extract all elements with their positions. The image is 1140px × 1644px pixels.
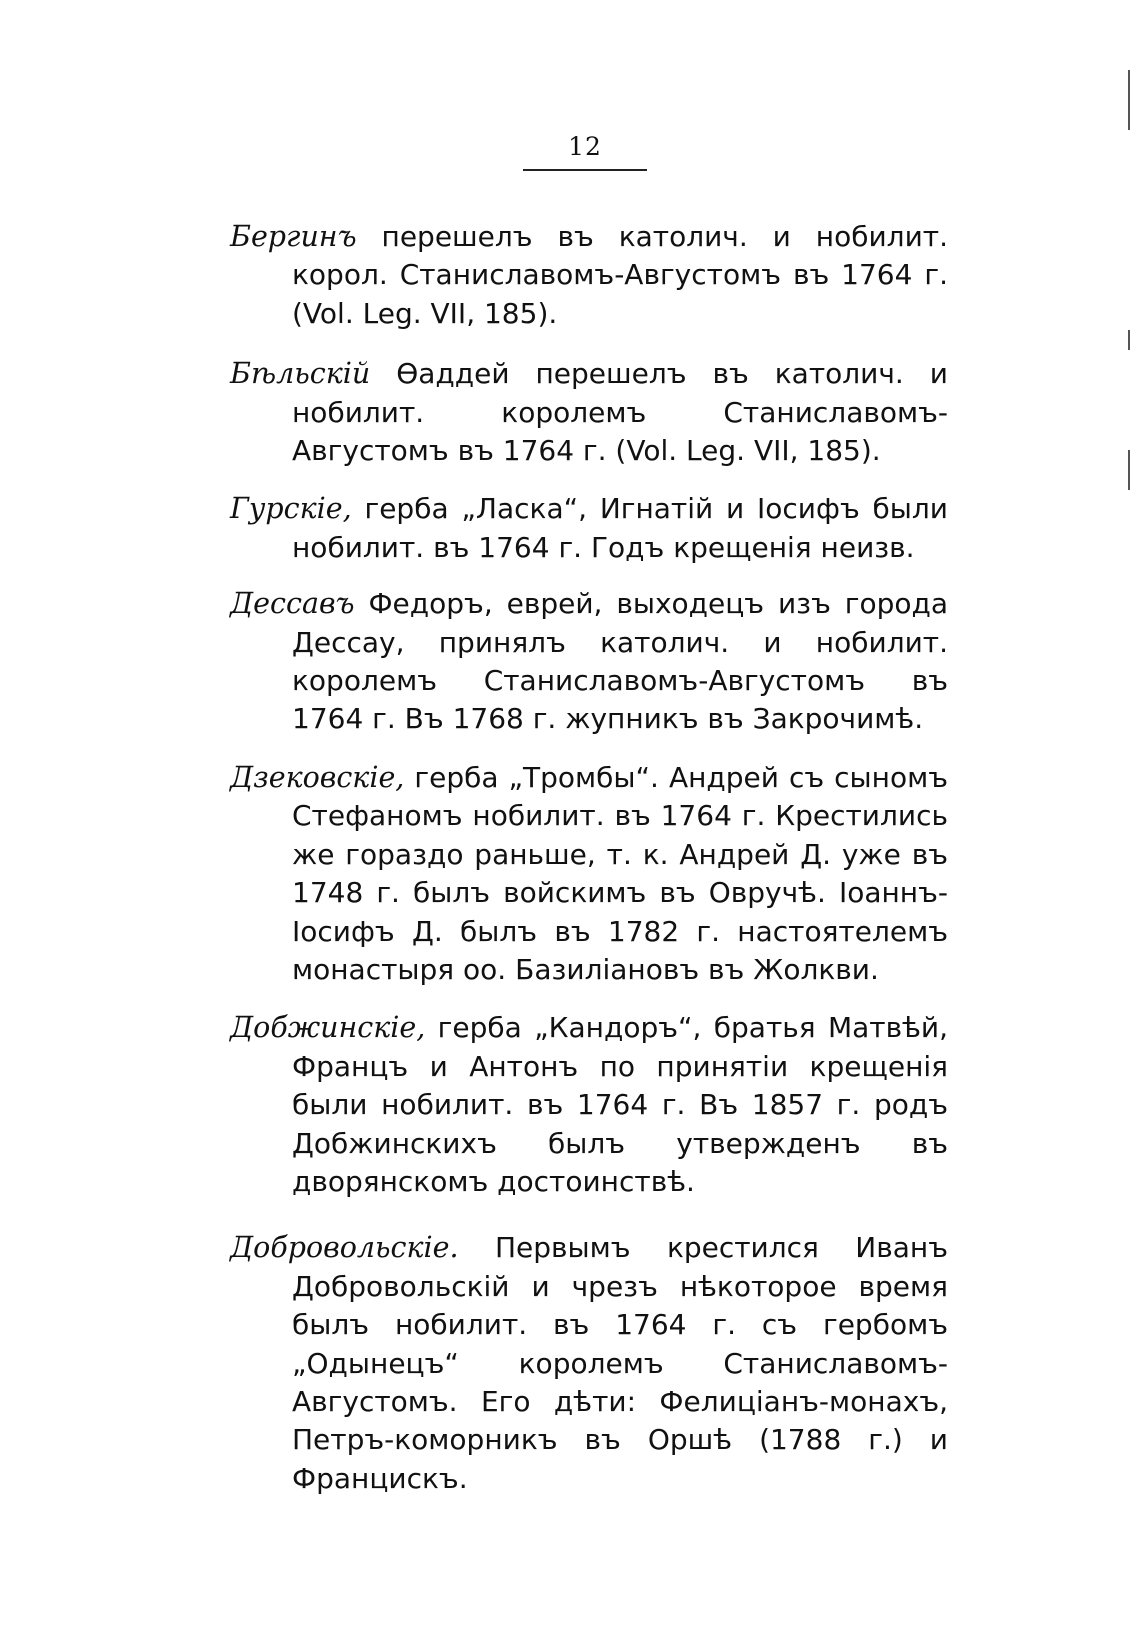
entry-name: Добжинскіе, xyxy=(230,1011,426,1045)
entry xyxy=(230,585,948,739)
entry-text: герба „Ласка“, Игнатій и Іосифъ были нобилит. въ 1764 г. Годъ крещенія неизв. xyxy=(292,492,948,564)
entry-name: Дзековскіе, xyxy=(230,760,405,794)
entry xyxy=(230,490,948,567)
entry xyxy=(230,355,948,470)
page-number-rule xyxy=(523,169,647,171)
entry-list xyxy=(230,218,948,1516)
entry-text: герба „Тромбы“. Андрей съ сыномъ Стефаномъ нобилит. въ 1764 г. Крестились же гораздо раньше, т. к. Андрей Д. уже въ 1748 г. былъ войскимъ въ Овручѣ. Іоаннъ-Іосифъ Д. былъ въ 1782 г. настоятелемъ монастыря оо. Базиліановъ въ Жолкви. xyxy=(292,760,949,986)
entry-text: Первымъ крестился Иванъ Добровольскій и чрезъ нѣкоторое время былъ нобилит. въ 1764 г. съ гербомъ „Одынецъ“ королемъ Станиславомъ-Августомъ. Его дѣти: Фелиціанъ-монахъ, Петръ-коморникъ въ Оршѣ (1788 г.) и Францискъ. xyxy=(292,1231,948,1495)
scan-edge-mark xyxy=(1128,330,1130,350)
entry xyxy=(230,759,948,989)
entry-text: Ѳаддей перешелъ въ католич. и нобилит. королемъ Станиславомъ-Августомъ въ 1764 г. (Vol. Leg. VII, 185). xyxy=(292,357,948,468)
scan-edge-mark xyxy=(1128,70,1130,130)
entry-name: Бѣльскій xyxy=(230,357,371,391)
entry-name: Бергинъ xyxy=(230,220,357,253)
entry xyxy=(230,1229,948,1498)
entry-name: Гурскіе, xyxy=(230,492,352,526)
entry xyxy=(230,1009,948,1201)
entry-text: Федоръ, еврей, выходецъ изъ города Дессау, принялъ католич. и нобилит. королемъ Станиславомъ-Августомъ въ 1764 г. Въ 1768 г. жупникъ въ Закрочимѣ. xyxy=(292,587,949,736)
entry-name: Добровольскіе. xyxy=(230,1231,459,1265)
entry-name: Дессавъ xyxy=(230,587,355,621)
page-number: 12 xyxy=(568,132,602,161)
entry-text: герба „Кандоръ“, братья Матвѣй, Францъ и Антонъ по принятіи крещенія были нобилит. въ 1764 г. Въ 1857 г. родъ Добжинскихъ былъ утвержденъ въ дворянскомъ достоинствѣ. xyxy=(292,1011,948,1198)
entry xyxy=(230,218,948,333)
entry-text: перешелъ въ католич. и нобилит. корол. Станиславомъ-Августомъ въ 1764 г. (Vol. Leg. VII, 185). xyxy=(292,220,948,330)
scan-edge-mark xyxy=(1128,450,1130,490)
